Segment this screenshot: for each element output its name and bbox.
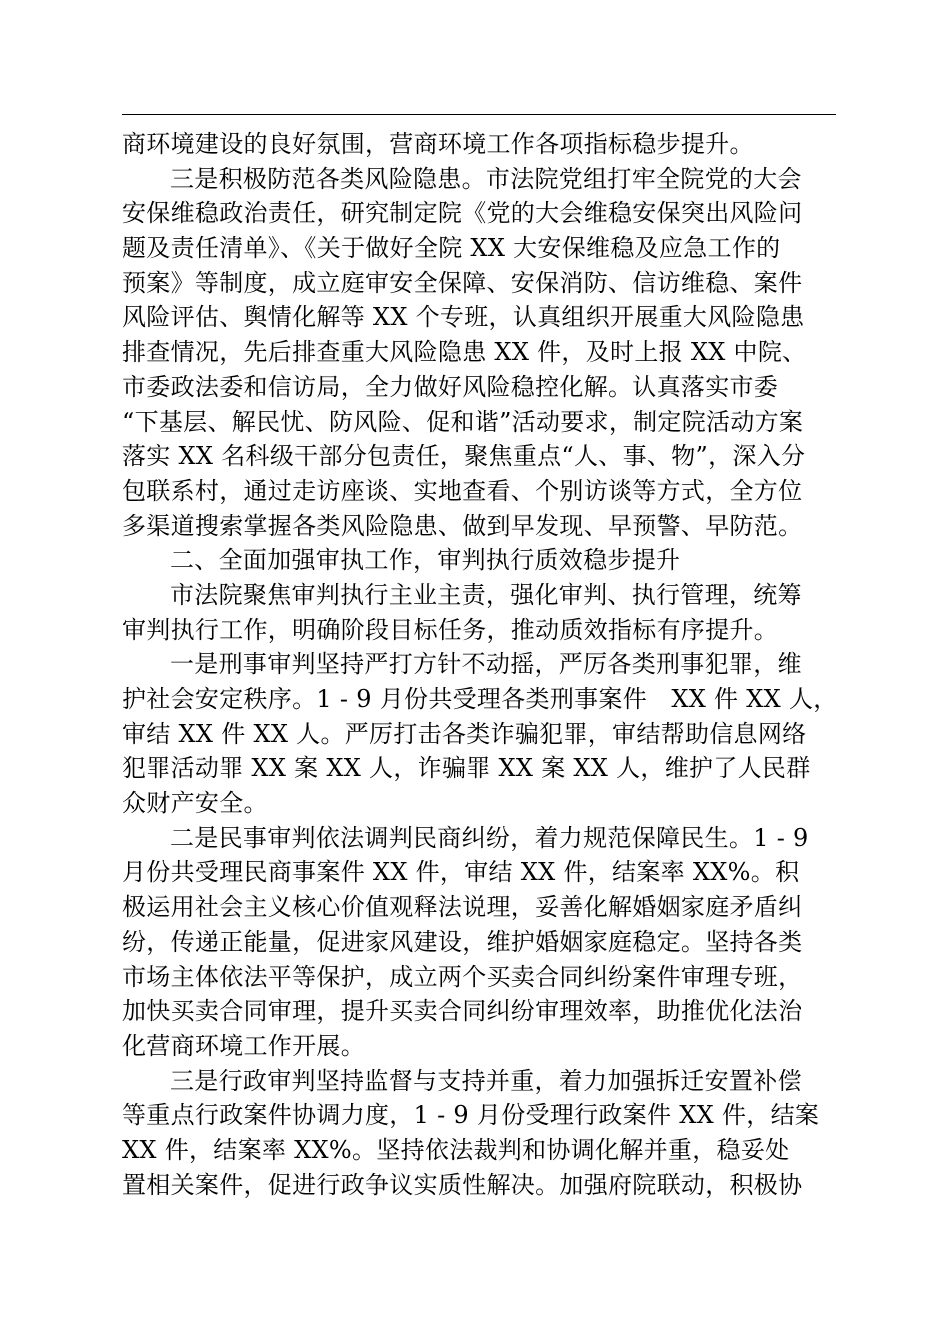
paragraph-start-line: 三是积极防范各类风险隐患。市法院党组打牢全院党的大会 — [170, 164, 802, 193]
text-line: 落实 XX 名科级干部分包责任，聚焦重点“人、事、物”，深入分 — [122, 442, 806, 471]
text-line: 排查情况，先后排查重大风险隐患 XX 件，及时上报 XX 中院、 — [122, 338, 807, 367]
text-line: 市场主体依法平等保护，成立两个买卖合同纠纷案件审理专班， — [122, 962, 803, 991]
text-line: 市委政法委和信访局，全力做好风险稳控化解。认真落实市委 — [122, 372, 779, 401]
text-line: 审判执行工作，明确阶段目标任务，推动质效指标有序提升。 — [122, 615, 779, 644]
document-body — [122, 127, 862, 1202]
paragraph-start-line: 二是民事审判依法调判民商纠纷，着力规范保障民生。1 - 9 — [170, 823, 809, 852]
text-line: 题及责任清单》、《关于做好全院 XX 大安保维稳及应急工作的 — [122, 234, 781, 263]
text-line: 多渠道搜索掌握各类风险隐患、做到早发现、早预警、早防范。 — [122, 511, 803, 540]
text-line: 安保维稳政治责任，研究制定院《党的大会维稳安保突出风险问 — [122, 199, 803, 228]
text-line: 预案》等制度，成立庭审安全保障、安保消防、信访维稳、案件 — [122, 268, 803, 297]
text-line: 护社会安定秩序。1 - 9 月份共受理各类刑事案件 XX 件 XX 人， — [122, 685, 838, 713]
header-rule — [122, 114, 836, 115]
section-heading: 二、全面加强审执工作，审判执行质效稳步提升 — [170, 546, 681, 575]
text-line: XX 件，结案率 XX%。坚持依法裁判和协调化解并重，稳妥处 — [122, 1135, 790, 1164]
paragraph-start-line: 一是刑事审判坚持严打方针不动摇，严厉各类刑事犯罪，维 — [170, 650, 802, 679]
text-line: 化营商环境工作开展。 — [122, 1031, 365, 1060]
text-line: 包联系村，通过走访座谈、实地查看、个别访谈等方式，全方位 — [122, 476, 803, 505]
text-line: 极运用社会主义核心价值观释法说理，妥善化解婚姻家庭矛盾纠 — [122, 893, 803, 922]
paragraph-start-line: 三是行政审判坚持监督与支持并重，着力加强拆迁安置补偿 — [170, 1066, 802, 1095]
text-line: 月份共受理民商事案件 XX 件，审结 XX 件，结案率 XX%。积 — [122, 858, 800, 887]
text-line: “下基层、解民忧、防风险、促和谐”活动要求，制定院活动方案 — [122, 407, 804, 436]
text-line: 众财产安全。 — [122, 789, 268, 818]
text-line: 审结 XX 件 XX 人。严厉打击各类诈骗犯罪，审结帮助信息网络 — [122, 719, 807, 748]
text-line: 风险评估、舆情化解等 XX 个专班，认真组织开展重大风险隐患 — [122, 303, 805, 332]
text-line: 纷，传递正能量，促进家风建设，维护婚姻家庭稳定。坚持各类 — [122, 927, 803, 956]
text-line: 加快买卖合同审理，提升买卖合同纠纷审理效率，助推优化法治 — [122, 997, 803, 1026]
paragraph-start-line: 市法院聚焦审判执行主业主责，强化审判、执行管理，统筹 — [170, 580, 802, 609]
text-line: 置相关案件，促进行政争议实质性解决。加强府院联动，积极协 — [122, 1170, 803, 1199]
text-line: 商环境建设的良好氛围，营商环境工作各项指标稳步提升。 — [122, 130, 754, 158]
text-line: 犯罪活动罪 XX 案 XX 人，诈骗罪 XX 案 XX 人，维护了人民群 — [122, 754, 811, 783]
text-line: 等重点行政案件协调力度，1 - 9 月份受理行政案件 XX 件，结案 — [122, 1101, 820, 1130]
